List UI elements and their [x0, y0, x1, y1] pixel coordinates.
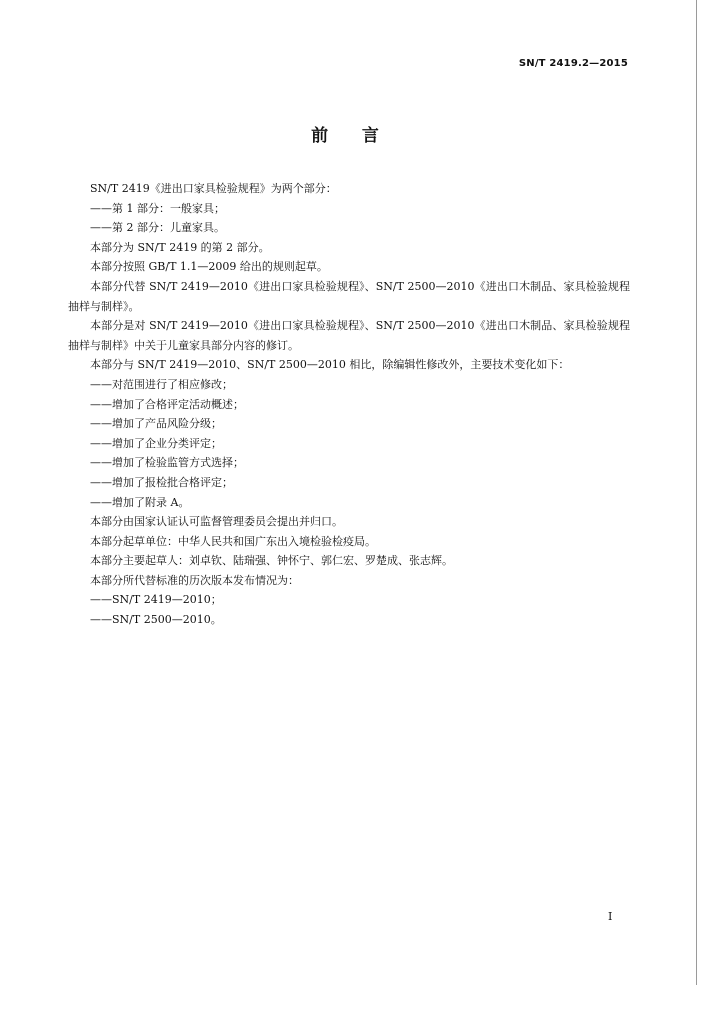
paragraph: 本部分为 SN/T 2419 的第 2 部分。 [90, 240, 270, 254]
paragraph: 本部分由国家认证认可监督管理委员会提出并归口。 [90, 515, 343, 529]
paragraph: 本部分与 SN/T 2419—2010、SN/T 2500—2010 相比，除编辑性修改外，主要技术变化如下： [90, 358, 570, 372]
paragraph: 本部分代替 SN/T 2419—2010《进出口家具检验规程》、SN/T 2500—2010《进出口木制品、家具检验规程 抽样与制样》。 [68, 279, 630, 313]
paragraph: ——第 2 部分：儿童家具。 [90, 221, 225, 235]
paragraph: ——SN/T 2419—2010； [90, 593, 222, 607]
paragraph: ——SN/T 2500—2010。 [90, 613, 222, 627]
paragraph: ——增加了企业分类评定； [90, 436, 222, 450]
paragraph: ——增加了检验监管方式选择； [90, 456, 244, 470]
paragraph: ——对范围进行了相应修改； [90, 377, 233, 391]
paragraph: ——增加了产品风险分级； [90, 417, 222, 431]
paragraph: ——增加了报检批合格评定； [90, 475, 233, 489]
page-number: I [608, 910, 613, 923]
paragraph: ——增加了附录 A。 [90, 495, 190, 509]
paragraph: SN/T 2419《进出口家具检验规程》为两个部分： [90, 182, 337, 195]
page-edge-line [696, 0, 697, 985]
foreword-body [68, 179, 630, 630]
standard-code: SN/T 2419.2—2015 [518, 58, 628, 69]
paragraph: ——第 1 部分：一般家具； [90, 201, 225, 215]
page-title: 前 言 [311, 126, 381, 146]
paragraph: 本部分所代替标准的历次版本发布情况为： [90, 573, 299, 587]
paragraph: ——增加了合格评定活动概述； [90, 397, 244, 411]
paragraph: 本部分是对 SN/T 2419—2010《进出口家具检验规程》、SN/T 2500—2010《进出口木制品、家具检验规程 抽样与制样》中关于儿童家具部分内容的修订。 [68, 319, 630, 352]
paragraph: 本部分按照 GB/T 1.1—2009 给出的规则起草。 [90, 260, 328, 274]
paragraph: 本部分主要起草人：刘卓钦、陆瑞强、钟怀宁、郭仁宏、罗楚成、张志辉。 [90, 554, 453, 568]
paragraph: 本部分起草单位：中华人民共和国广东出入境检验检疫局。 [90, 534, 376, 548]
